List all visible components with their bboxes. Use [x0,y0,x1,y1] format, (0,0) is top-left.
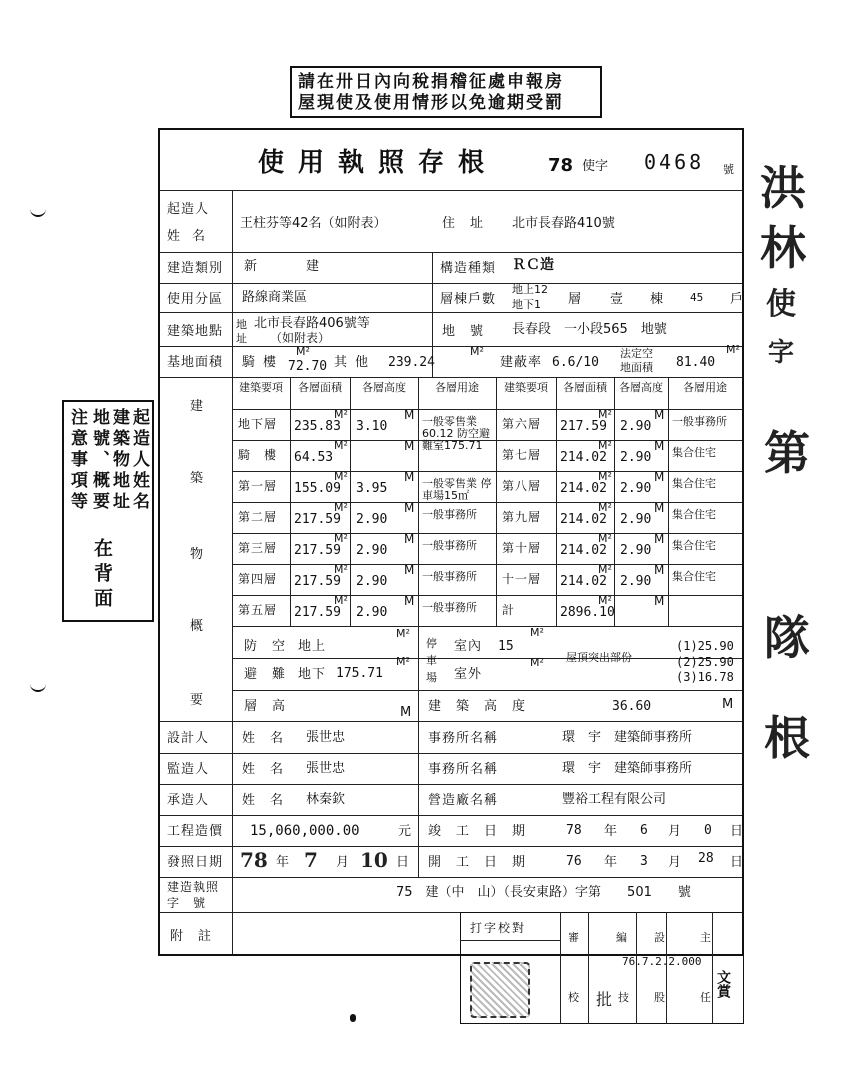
floor-item: 第十層 [502,541,542,555]
open-space-label: 法定空 [620,347,653,360]
floor-height: 2.90 [620,543,652,558]
table-header: 各層高度 [362,381,406,394]
col-rule [418,378,419,626]
issue-day: 10 [360,848,388,872]
unit: M² [396,627,410,640]
completion-day: 0 [704,823,712,838]
floor-item: 第六層 [502,417,542,431]
zone-value: 路線商業區 [242,290,308,305]
floor-item: 第三層 [238,541,278,555]
round-seal [470,962,530,1018]
site-label: 基地面積 [167,355,224,370]
handwritten-mark: 使 [766,287,796,322]
date-unit: 月 [668,824,683,839]
stamp-date: 76.7.2.2.000 [622,955,702,968]
floor-height: 3.10 [356,419,388,434]
floor-use [422,447,492,473]
summary-label: 建 [190,399,205,414]
building-height-value: 36.60 [612,699,652,714]
table-header: 各層高度 [619,381,663,394]
stamp-cell: 批 [596,990,613,1009]
scan-mark [350,1014,356,1022]
table-header: 各層面積 [298,381,342,394]
open-space-value: 81.40 [676,355,716,370]
stamp-title: 打字校對 [470,921,527,935]
notice-box [290,66,602,118]
scan-mark [30,205,46,217]
location-address-2: （如附表） [270,331,331,345]
unit: M² [598,594,612,607]
location-sub-1: 地 [236,318,247,331]
parking-label: 場 [426,671,437,684]
col-rule [290,378,291,626]
floor-area: 214.02 [560,450,607,465]
unit: M² [334,501,348,514]
build-type-label: 建造類別 [167,261,224,276]
col-rule [418,784,419,815]
address-value: 北市長春路410號 [512,216,615,231]
designer-name: 張世忠 [306,730,346,745]
unit-m: M [404,408,415,422]
unit-m: M [722,697,734,712]
floor-use [672,602,738,628]
unit: M² [334,563,348,576]
floor-use: 集合住宅 [672,508,716,521]
unit-m: M [404,563,415,577]
designer-label: 設計人 [167,731,210,746]
stamp-cell: 設 [654,931,665,944]
floor-use: 集合住宅 [672,539,716,552]
side-note-col: 注意事項等 [67,408,87,513]
table-header: 各層用途 [435,381,479,394]
unit: M² [598,408,612,421]
title-rule [160,190,742,191]
unit: M² [598,470,612,483]
row-rule [160,846,742,847]
row-rule [232,658,742,659]
contractor-office-label: 營造廠名稱 [428,793,499,808]
date-unit: 年 [276,855,291,870]
floor-area: 214.02 [560,512,607,527]
start-day: 28 [698,851,714,866]
permit-ref-value: 75 建（中 山）（長安東路）字第 501 號 [396,885,691,900]
owner-label: 起造人 [167,202,210,217]
coverage-value: 6.6/10 [552,355,599,370]
roof-value-3: (3)16.78 [676,670,734,684]
site-arcade-label: 騎樓 [242,355,285,370]
floor-item: 第五層 [238,603,278,617]
cost-label: 工程造價 [167,824,224,839]
summary-label: 要 [190,693,205,708]
row-rule [160,721,742,722]
floor-use: 一般事務所 [672,415,727,428]
structure-label: 構造種類 [440,261,497,276]
col-rule [418,753,419,784]
floor-height: 2.90 [620,574,652,589]
roof-label: 屋頂突出部份 [566,651,632,664]
unit-m: M [654,594,665,608]
side-note-col: 地號、概要 [89,408,109,513]
floor-item: 十一層 [502,572,542,586]
floor-area: 214.02 [560,481,607,496]
table-header: 建築要項 [239,381,283,394]
shelter-below-label: 地下 [298,667,327,682]
handwritten-mark: 林 [760,221,806,275]
units-count: 45 [690,291,704,304]
floor-use: 一般事務所 [422,570,477,583]
start-year: 76 [566,854,582,869]
col-rule [668,378,669,626]
cost-value: 15,060,000.00 [250,823,360,839]
stamp-rule [460,940,560,941]
permit-year: 78 [548,155,574,176]
date-unit: 月 [668,855,683,870]
stamp-cell: 審 [568,931,579,944]
floor-use: 一般零售業 停車場15㎡ [422,477,492,502]
completion-label: 竣 工 日 期 [428,824,527,839]
parking-label: 停 [426,637,437,650]
floor-height: 2.90 [356,512,388,527]
side-note-col: 建築物地址 [109,408,129,513]
supervisor-label: 監造人 [167,762,210,777]
stamp-rule [712,912,713,1024]
row-rule [160,815,742,816]
unit: M² [334,532,348,545]
unit-m: M [654,501,665,515]
unit-m: M [404,594,415,608]
side-note-col: 在背面 [91,538,113,613]
scan-mark [30,680,46,692]
owner-value: 王柱芬等42名（如附表） [240,216,387,231]
unit: M² [530,626,544,639]
unit: M² [598,501,612,514]
unit-m: M [654,408,665,422]
floor-item: 騎 樓 [238,448,278,462]
floor-item: 第一層 [238,479,278,493]
supervisor-office: 環 宇 建築師事務所 [562,761,693,776]
handwritten-mark: 根 [764,711,810,765]
col-rule [350,378,351,626]
open-space-label-2: 地面積 [620,361,653,374]
unit-m: M [404,470,415,484]
start-label: 開 工 日 期 [428,855,527,870]
site-other-value: 239.24 [388,355,435,370]
buildings-count: 壹 [610,292,625,307]
col-rule [496,378,497,626]
unit-m: M [654,563,665,577]
handwritten-mark: 隊 [764,611,810,665]
parking-outdoor-label: 室外 [454,667,483,682]
side-note-box [62,400,154,622]
date-unit: 日 [730,855,745,870]
unit-m: M [404,439,415,453]
floor-area: 64.53 [294,450,334,465]
form-title: 使用執照存根 [258,148,499,178]
floor-use: 集合住宅 [672,570,716,583]
summary-label: 物 [190,547,205,562]
contractor-name: 林秦欽 [306,792,346,807]
date-unit: 年 [604,824,619,839]
row-rule [160,753,742,754]
shelter-evac-label: 避 難 [244,667,287,682]
floor-use: 一般事務所 [422,508,477,521]
floors-ceng: 層 [568,292,583,307]
handwritten-mark: 字 [768,338,795,368]
floor-use: 一般事務所 [422,601,477,614]
label-divider [232,191,233,954]
row-rule [160,252,742,253]
contractor-name-label: 姓 名 [242,793,285,808]
shelter-below-value: 175.71 [336,666,383,681]
permit-ref-label: 建造執照 [167,880,220,894]
unit: M² [598,532,612,545]
date-unit: 年 [604,855,619,870]
structure-value: ＲＣ造 [512,257,554,273]
lot-value: 長春段 一小段565 地號 [512,322,667,337]
col-rule [418,691,419,721]
designer-office-label: 事務所名稱 [428,731,499,746]
lot-label: 地 號 [442,324,485,339]
floor-height: 2.90 [620,512,652,527]
issue-year: 78 [240,848,268,872]
shelter-air-label: 防 空 [244,639,287,654]
summary-label: 築 [190,471,205,486]
row-rule [160,784,742,785]
floor-use: 一般事務所 [422,539,477,552]
roof-value-2: (2)25.90 [676,655,734,669]
designer-office: 環 宇 建築師事務所 [562,730,693,745]
unit: M² [334,594,348,607]
floor-area: 217.59 [560,419,607,434]
building-height-label: 建 築 高 度 [428,699,527,714]
contractor-label: 承造人 [167,793,210,808]
build-type-value-2: 建 [306,259,320,274]
stamp-rule [636,912,637,1024]
row-rule [160,346,742,347]
handwritten-mark: 第 [764,426,810,480]
floor-height: 2.90 [356,574,388,589]
col-rule [418,722,419,753]
side-note-col: 起造人姓名 [129,408,149,513]
row-rule [160,377,742,378]
floor-height-label: 層 高 [244,699,287,714]
floor-area: 2896.10 [560,605,615,620]
issue-label: 發照日期 [167,855,224,870]
zone-label: 使用分區 [167,292,224,307]
row-rule [160,283,742,284]
build-type-value-1: 新 [244,259,258,274]
roof-value-1: (1)25.90 [676,639,734,653]
col-rule [418,627,419,691]
permit-suffix: 號 [723,163,734,176]
unit: M² [296,345,310,358]
completion-year: 78 [566,823,582,838]
contractor-office: 豐裕工程有限公司 [562,792,667,807]
unit-m: M [654,532,665,546]
notice-line-1: 請在卅日內向稅捐稽征處申報房 [298,72,564,92]
location-address: 北市長春路406號等 [254,316,370,331]
floor-area: 214.02 [560,543,607,558]
notice-line-2: 屋現使及使用情形以免逾期受罰 [298,93,564,113]
permit-ref-label-2: 字 號 [167,896,207,910]
designer-name-label: 姓 名 [242,731,285,746]
table-header: 各層用途 [683,381,727,394]
floor-item: 第二層 [238,510,278,524]
unit: M² [726,343,740,356]
stamp-note: 文賞 [715,970,731,998]
floor-height: 2.90 [620,419,652,434]
date-unit: 日 [730,824,745,839]
stamp-cell: 校 [568,991,579,1004]
col-rule [556,378,557,626]
supervisor-name-label: 姓 名 [242,762,285,777]
stamp-cell: 技 [618,991,629,1004]
unit-m: M [404,501,415,515]
floor-item: 第九層 [502,510,542,524]
unit-m: M [404,532,415,546]
floor-item: 地下層 [238,417,278,431]
floor-use: 集合住宅 [672,446,716,459]
buildings-unit: 棟 [650,292,665,307]
floors-label: 層棟戶數 [440,292,497,307]
unit: M² [598,439,612,452]
unit-m: M [400,705,412,720]
unit: M² [530,656,544,669]
supervisor-office-label: 事務所名稱 [428,762,499,777]
stamp-cell: 編 [616,931,627,944]
parking-indoor-value: 15 [498,639,514,654]
notes-label: 附 註 [170,929,213,944]
floor-area: 217.59 [294,512,341,527]
site-arcade-value: 72.70 [288,359,328,374]
floors-below: 地下1 [512,298,541,311]
row-rule [160,312,742,313]
floors-above: 地上12 [512,283,548,296]
row-rule [232,690,742,691]
site-other-label: 其他 [334,355,377,370]
permit-number: 0468 [644,150,705,174]
unit-m: M [654,470,665,484]
owner-label-2: 姓名 [167,229,218,244]
table-header: 各層面積 [563,381,607,394]
floor-use: 一般零售業60.12 防空避難室175.71 [422,415,490,452]
cost-unit: 元 [398,824,413,839]
floor-item: 計 [502,603,516,617]
unit: M² [334,408,348,421]
floor-item: 第八層 [502,479,542,493]
permit-type: 使字 [582,159,609,174]
floor-area: 235.83 [294,419,341,434]
floor-height: 2.90 [356,605,388,620]
floor-height: 3.95 [356,481,388,496]
issue-month: 7 [304,848,318,872]
unit: M² [470,345,484,358]
row-rule [160,912,460,913]
stamp-cell: 主 [700,931,711,944]
row-rule [160,877,742,878]
date-unit: 日 [396,855,411,870]
stamp-rule [560,912,561,1024]
date-unit: 月 [336,855,351,870]
start-month: 3 [640,854,648,869]
floor-area: 217.59 [294,543,341,558]
floor-height: 2.90 [356,543,388,558]
stamp-rule [666,912,667,1024]
address-label: 住 址 [442,216,485,231]
floor-area: 214.02 [560,574,607,589]
floor-use: 集合住宅 [672,477,716,490]
unit-m: M [654,439,665,453]
floor-item: 第七層 [502,448,542,462]
parking-label: 車 [426,654,437,667]
unit: M² [598,563,612,576]
completion-month: 6 [640,823,648,838]
floor-height: 2.90 [620,450,652,465]
location-sub-2: 址 [236,332,247,345]
col-rule [614,378,615,626]
floor-height: 2.90 [620,481,652,496]
units-label: 戶 [730,292,745,307]
stamp-cell: 任 [700,991,711,1004]
supervisor-name: 張世忠 [306,761,346,776]
stamp-cell: 股 [654,991,665,1004]
unit: M² [334,470,348,483]
coverage-label: 建蔽率 [500,355,543,370]
row-rule [232,409,742,410]
floor-area: 217.59 [294,574,341,589]
location-label: 建築地點 [167,324,224,339]
floor-item: 第四層 [238,572,278,586]
floor-area: 217.59 [294,605,341,620]
unit: M² [396,655,410,668]
summary-label: 概 [190,619,205,634]
unit: M² [334,439,348,452]
shelter-above-label: 地上 [298,639,327,654]
floor-area: 155.09 [294,481,341,496]
stamp-rule [588,912,589,1024]
handwritten-mark: 洪 [760,161,806,215]
table-header: 建築要項 [504,381,548,394]
parking-indoor-label: 室內 [454,639,483,654]
